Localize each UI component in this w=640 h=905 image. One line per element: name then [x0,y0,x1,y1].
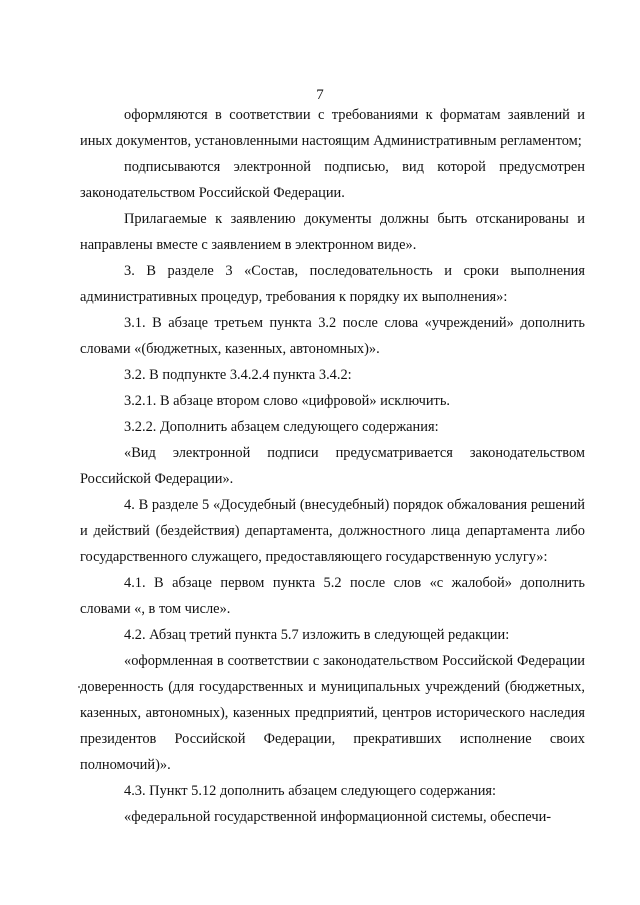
paragraph: 3.2.1. В абзаце втором слово «цифровой» исключить. [124,393,450,409]
paragraph: оформляются в соответствии с требованиями к форматам заявлений и иных документов, установленными настоящим Административным регламентом; [80,107,585,149]
paragraph: «федеральной государственной информационной системы, обеспечи- [124,809,552,825]
paragraph: 4.2. Абзац третий пункта 5.7 изложить в следующей редакции: [124,627,510,643]
page-number: 7 [316,87,324,103]
paragraph: 4.3. Пункт 5.12 дополнить абзацем следующего содержания: [124,783,497,799]
paragraph: «оформленная в соответствии с законодательством Российской Федерации доверенность (для государственных и муниципальных учреждений (бюджетных, казенных, автономных), казенных предприятий, центров исторического наследия президентов Российской Федерации, прекративших исполнение своих полномочий)». [80,653,585,773]
paragraph: 4.1. В абзаце первом пункта 5.2 после слов «с жалобой» дополнить словами «, в том числе». [80,575,585,617]
paragraph: 4. В разделе 5 «Досудебный (внесудебный) порядок обжалования решений и действий (бездействия) департамента, должностного лица департамента либо государственного служащего, предоставляющего государственную услугу»: [80,497,585,565]
paragraph: 3.2.2. Дополнить абзацем следующего содержания: [124,419,439,435]
paragraph: «Вид электронной подписи предусматривается законодательством Российской Федерации». [80,445,585,487]
paragraph: 3. В разделе 3 «Состав, последовательность и сроки выполнения административных процедур, требования к порядку их выполнения»: [80,263,585,305]
paragraph: 3.1. В абзаце третьем пункта 3.2 после слова «учреждений» дополнить словами «(бюджетных, казенных, автономных)». [80,315,585,357]
paragraph: 3.2. В подпункте 3.4.2.4 пункта 3.4.2: [124,367,352,383]
document-body [80,102,585,830]
paragraph: подписываются электронной подписью, вид которой предусмотрен законодательством Российской Федерации. [80,159,585,201]
paragraph: Прилагаемые к заявлению документы должны быть отсканированы и направлены вместе с заявлением в электронном виде». [80,211,585,253]
